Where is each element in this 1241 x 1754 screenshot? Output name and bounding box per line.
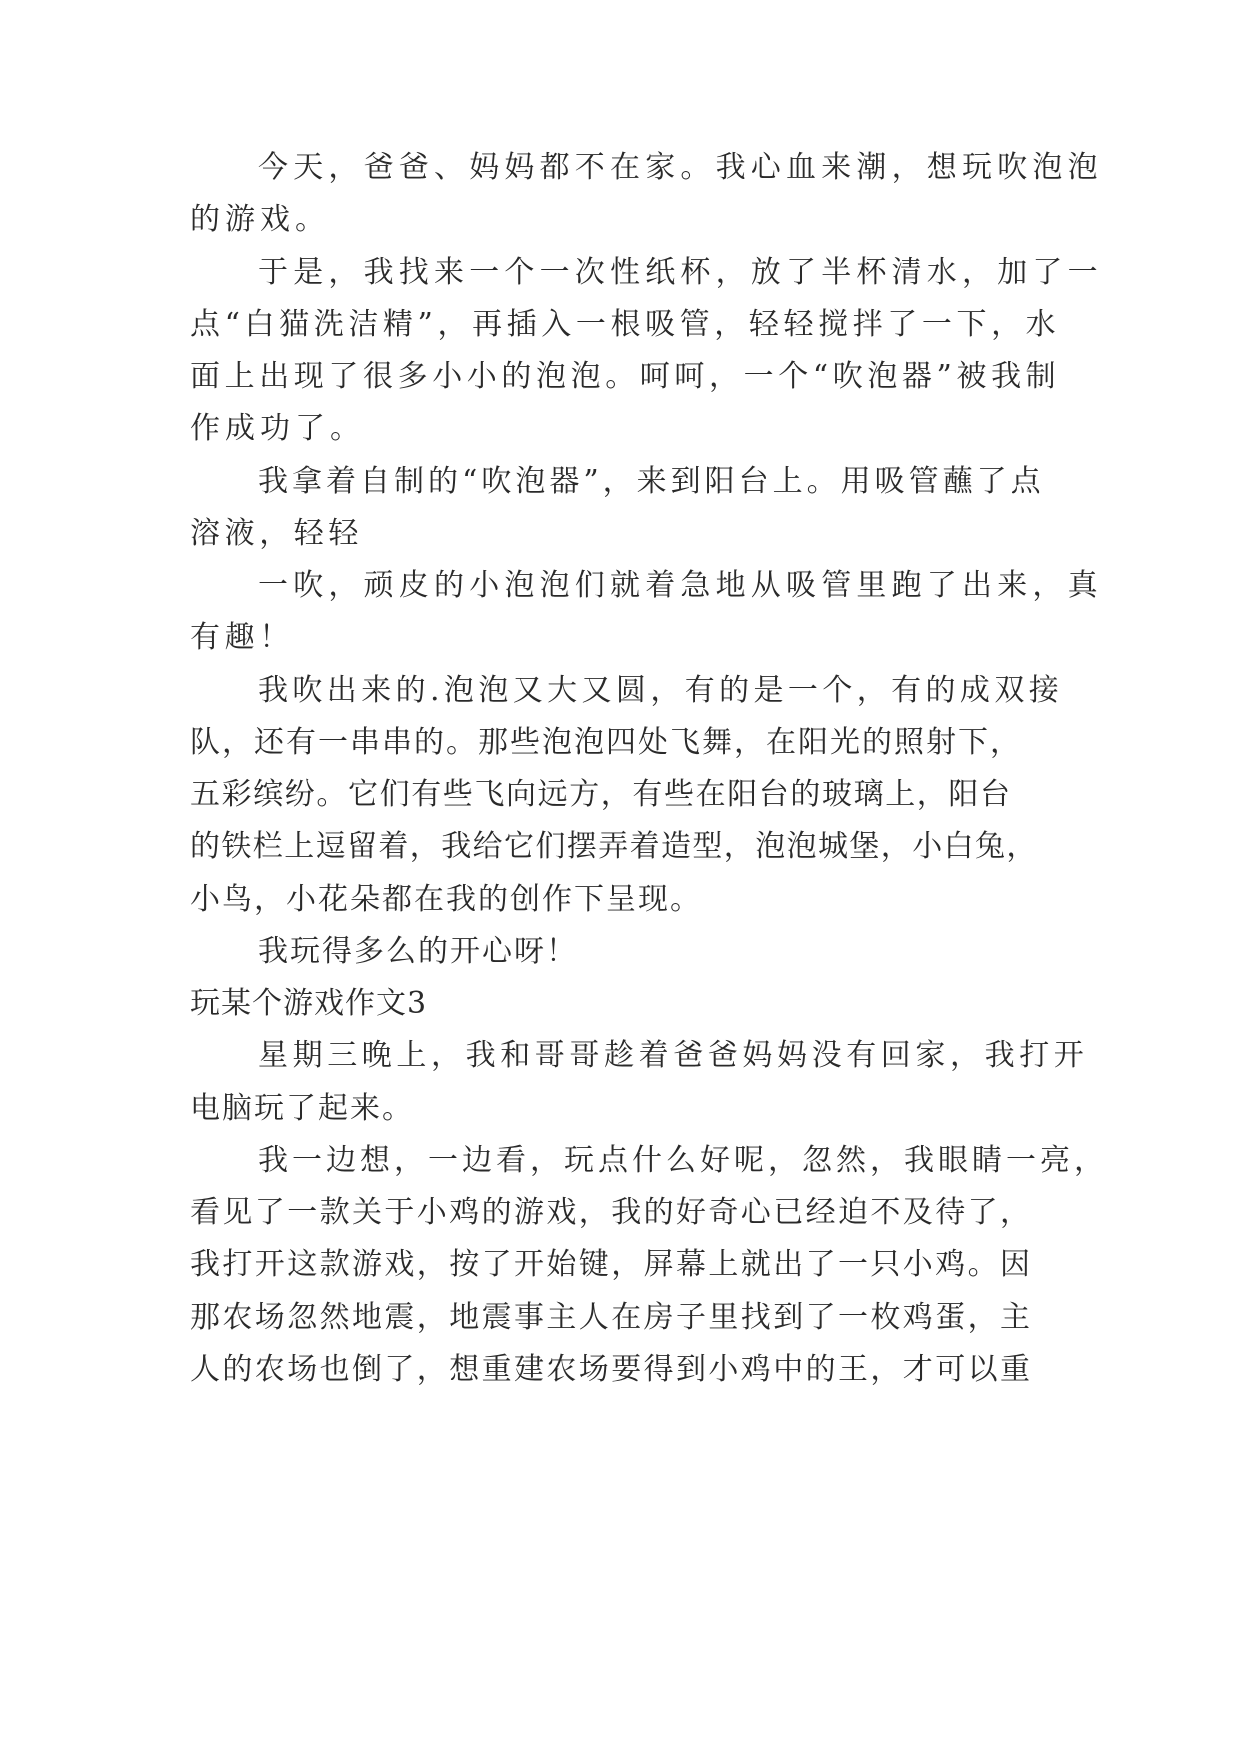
text-line: 看见了一款关于小鸡的游戏，我的好奇心已经迫不及待了， — [190, 1195, 1033, 1230]
text-line: 的铁栏上逗留着，我给它们摆弄着造型，泡泡城堡，小白兔， — [190, 829, 1038, 864]
text-line: 作成功了。 — [190, 411, 365, 446]
text-line: 有趣！ — [190, 620, 294, 655]
text-line: 一吹，顽皮的小泡泡们就着急地从吸管里跑了出来，真 — [258, 568, 1103, 603]
text-line: 五彩缤纷。它们有些飞向远方，有些在阳台的玻璃上，阳台 — [190, 777, 1012, 812]
text-line: 我一边想，一边看，玩点什么好呢，忽然，我眼睛一亮， — [258, 1143, 1108, 1178]
text-line: 小鸟，小花朵都在我的创作下呈现。 — [190, 882, 702, 917]
text-line: 于是，我找来一个一次性纸杯，放了半杯清水，加了一 — [258, 255, 1103, 290]
text-line: 面上出现了很多小小的泡泡。呵呵，一个“吹泡器”被我制 — [190, 359, 1061, 394]
text-line: 电脑玩了起来。 — [190, 1091, 414, 1126]
text-line: 我打开这款游戏，按了开始键，屏幕上就出了一只小鸡。因 — [190, 1247, 1033, 1282]
text-line: 星期三晚上，我和哥哥趁着爸爸妈妈没有回家，我打开 — [258, 1038, 1089, 1073]
text-line: 人的农场也倒了，想重建农场要得到小鸡中的王，才可以重 — [190, 1352, 1033, 1387]
text-line: 那农场忽然地震，地震事主人在房子里找到了一枚鸡蛋，主 — [190, 1300, 1033, 1335]
text-line: 今天，爸爸、妈妈都不在家。我心血来潮，想玩吹泡泡 — [258, 150, 1103, 185]
text-line: 的游戏。 — [190, 202, 330, 237]
section-heading: 玩某个游戏作文3 — [190, 986, 428, 1021]
text-line: 我拿着自制的“吹泡器”，来到阳台上。用吸管蘸了点 — [258, 464, 1045, 499]
text-line: 我吹出来的.泡泡又大又圆，有的是一个，有的成双接 — [258, 673, 1064, 708]
text-line: 溶液，轻轻 — [190, 516, 363, 551]
text-line: 点“白猫洗洁精”，再插入一根吸管，轻轻搅拌了一下，水 — [190, 307, 1061, 342]
text-line: 我玩得多么的开心呀！ — [258, 934, 578, 969]
text-line: 队，还有一串串的。那些泡泡四处飞舞，在阳光的照射下， — [190, 725, 1022, 760]
